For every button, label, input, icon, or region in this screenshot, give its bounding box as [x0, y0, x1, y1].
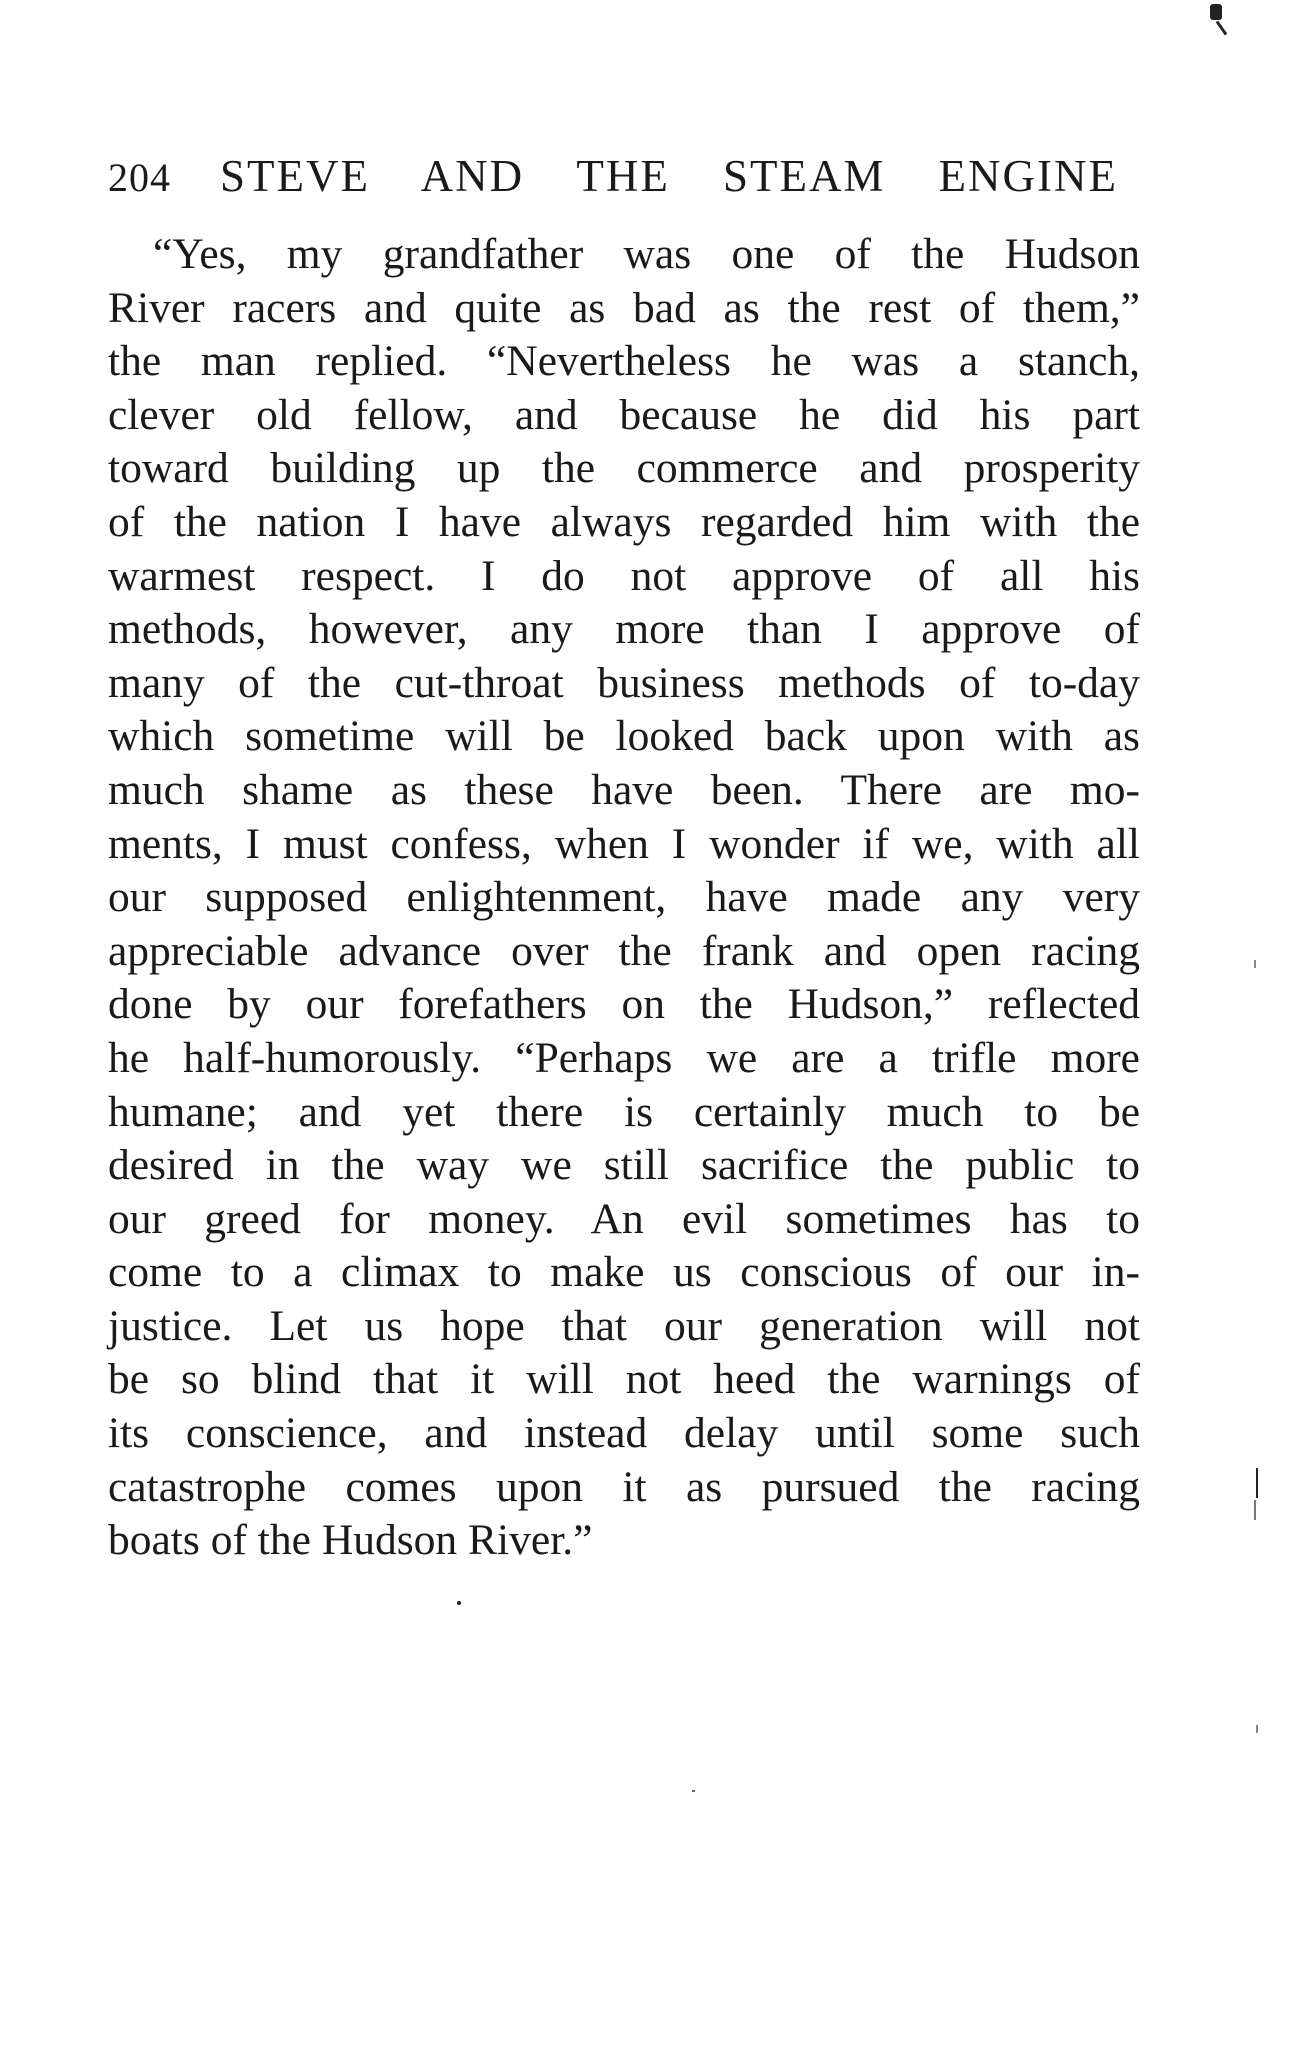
page-number: 204	[108, 155, 171, 200]
scan-speck	[1254, 960, 1256, 968]
scan-speck	[1210, 4, 1222, 20]
text-line: the man replied. “Nevertheless he was a stanch,	[108, 337, 1140, 386]
text-line: desired in the way we still sacrifice the public to	[108, 1141, 1140, 1190]
text-line: River racers and quite as bad as the rest of them,”	[108, 283, 1140, 332]
text-line: much shame as these have been. There are mo-	[108, 765, 1140, 814]
text-line: “Yes, my grandfather was one of the Hudson	[153, 230, 1140, 278]
text-line: come to a climax to make us conscious of our in-	[108, 1248, 1140, 1297]
text-line: many of the cut-throat business methods of to-day	[108, 658, 1140, 707]
scan-speck	[1256, 1725, 1258, 1733]
running-title: STEVE AND THE STEAM ENGINE	[220, 151, 1118, 201]
text-line: done by our forefathers on the Hudson,” reflected	[108, 980, 1140, 1029]
text-line: clever old fellow, and because he did his part	[108, 390, 1140, 439]
text-line: catastrophe comes upon it as pursued the racing	[108, 1462, 1140, 1511]
text-line: which sometime will be looked back upon with as	[108, 712, 1140, 761]
scan-speck	[457, 1601, 461, 1605]
text-line: boats of the Hudson River.”	[108, 1516, 593, 1565]
text-line: he half-humorously. “Perhaps we are a trifle more	[108, 1033, 1140, 1082]
text-line: its conscience, and instead delay until some such	[108, 1409, 1140, 1458]
running-head	[108, 148, 1118, 204]
text-line: justice. Let us hope that our generation will not	[108, 1301, 1140, 1350]
text-line: warmest respect. I do not approve of all his	[108, 551, 1140, 600]
text-line: methods, however, any more than I approve of	[108, 605, 1140, 654]
text-line: our greed for money. An evil sometimes has to	[108, 1194, 1140, 1243]
scan-speck	[1216, 21, 1228, 36]
body-text	[108, 228, 1140, 1568]
text-line: be so blind that it will not heed the warnings of	[108, 1355, 1140, 1404]
scan-speck	[1256, 1468, 1258, 1498]
text-line: humane; and yet there is certainly much to be	[108, 1087, 1140, 1136]
text-line: our supposed enlightenment, have made any very	[108, 873, 1140, 922]
text-line: appreciable advance over the frank and open racing	[108, 926, 1140, 975]
scan-speck	[1254, 1500, 1256, 1520]
text-line: toward building up the commerce and prosperity	[108, 444, 1140, 493]
text-line: of the nation I have always regarded him with the	[108, 497, 1140, 546]
text-line: ments, I must confess, when I wonder if we, with all	[108, 819, 1140, 868]
scan-speck	[692, 1790, 695, 1792]
